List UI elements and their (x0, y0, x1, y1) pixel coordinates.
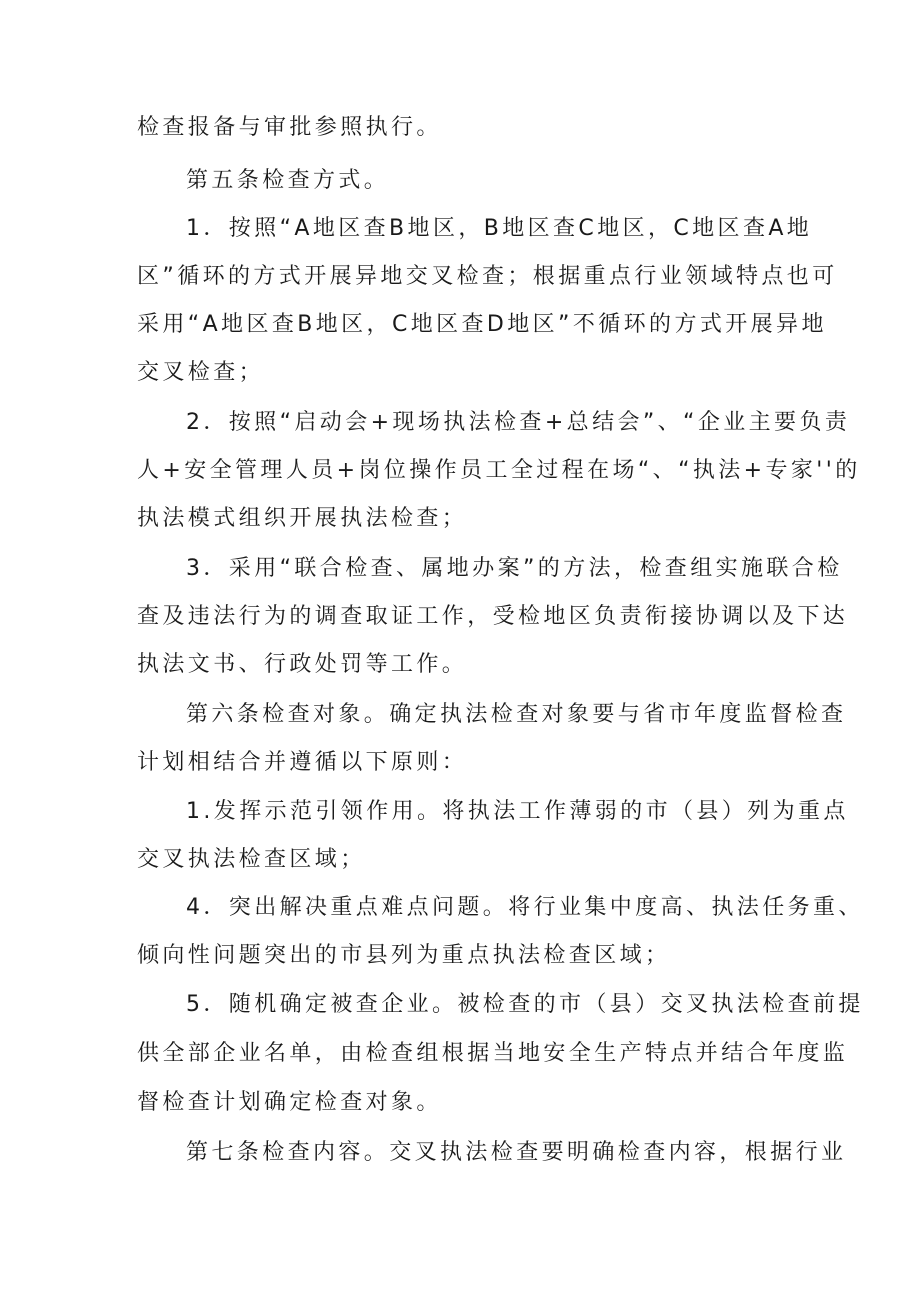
text-line: 查及违法行为的调查取证工作，受检地区负责衔接协调以及下达 (137, 604, 849, 629)
text-line: 4．突出解决重点难点问题。将行业集中度高、执法任务重、 (186, 895, 864, 920)
text-line: 区”循环的方式开展异地交叉检查；根据重点行业领域特点也可 (137, 264, 838, 289)
text-line: 倾向性问题突出的市县列为重点执法检查区域； (137, 943, 671, 968)
text-line: 供全部企业名单，由检查组根据当地安全生产特点并结合年度监 (137, 1041, 849, 1066)
text-line: 3．采用“联合检查、属地办案”的方法，检查组实施联合检 (186, 556, 843, 581)
text-line: 5．随机确定被查企业。被检查的市（县）交叉执法检查前提 (186, 992, 864, 1017)
text-line: 采用“A地区查B地区，C地区查D地区”不循环的方式开展异地 (137, 312, 827, 337)
section-heading: 第五条检查方式。 (186, 168, 390, 193)
text-line: 执法文书、行政处罚等工作。 (137, 652, 468, 677)
text-line: 2．按照“启动会+现场执法检查+总结会”、“企业主要负责 (186, 410, 851, 435)
text-line: 检查报备与审批参照执行。 (137, 115, 442, 140)
text-line: 交叉执法检查区域； (137, 847, 366, 872)
section-heading: 第六条检查对象。确定执法检查对象要与省市年度监督检查 (186, 702, 847, 727)
text-line: 交叉检查； (137, 360, 265, 385)
text-line: 人+安全管理人员+岗位操作员工全过程在场“、“执法+专家''的 (137, 458, 861, 483)
text-line: 计划相结合并遵循以下原则： (137, 750, 468, 775)
text-line: 督检查计划确定检查对象。 (137, 1090, 442, 1115)
section-heading: 第七条检查内容。交叉执法检查要明确检查内容，根据行业 (186, 1140, 847, 1165)
text-line: 1.发挥示范引领作用。将执法工作薄弱的市（县）列为重点 (186, 799, 849, 824)
text-line: 执法模式组织开展执法检查； (137, 506, 468, 531)
text-line: 1．按照“A地区查B地区，B地区查C地区，C地区查A地 (186, 216, 813, 241)
